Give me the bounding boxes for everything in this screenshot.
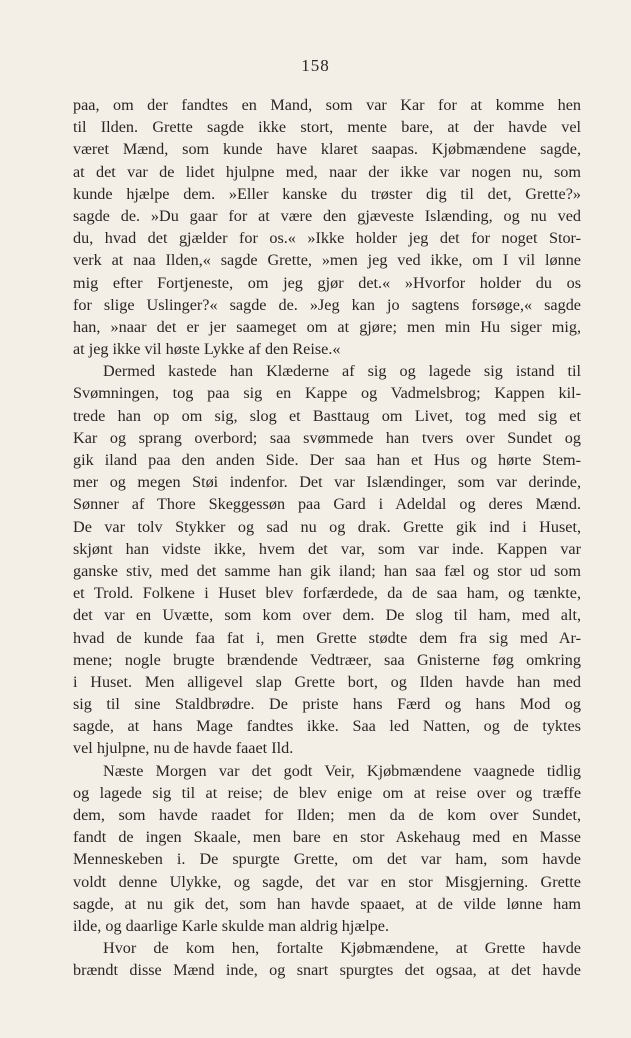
text-line: Sønner af Thore Skeggessøn paa Gard i Adeldal og deres Mænd.: [73, 495, 581, 514]
text-line: et Trold. Folkene i Huset blev forfærdede, da de saa ham, og tænkte,: [73, 584, 581, 603]
text-line: verk at naa Ilden,« sagde Grette, »men jeg ved ikke, om I vil lønne: [73, 251, 581, 270]
text-line: at det var de lidet hjulpne med, naar der ikke var nogen nu, som: [73, 162, 581, 181]
text-line: været Mænd, som kunde have klaret saapas. Kjøbmændene sagde,: [73, 140, 581, 159]
text-line: Dermed kastede han Klæderne af sig og lagede sig istand til: [103, 362, 581, 381]
text-line: paa, om der fandtes en Mand, som var Kar for at komme hen: [73, 96, 581, 114]
text-line: det var en Uvætte, som kom over dem. De slog til ham, med alt,: [73, 606, 581, 625]
page-text: [73, 94, 581, 982]
text-line: mig efter Fortjeneste, om jeg gjør det.« »Hvorfor holder du os: [73, 273, 581, 292]
text-line: De var tolv Stykker og sad nu og drak. Grette gik ind i Huset,: [73, 517, 581, 536]
text-line: dem, som havde raadet for Ilden; men da de kom over Sundet,: [73, 806, 581, 824]
text-line: skjønt han vidste ikke, hvem det var, som var inde. Kappen var: [73, 539, 581, 558]
text-line: sagde, at nu gik det, som han havde spaaet, at de vilde lønne ham: [73, 894, 581, 913]
text-line: Menneskeben i. De spurgte Grette, om det var ham, som havde: [73, 850, 581, 869]
text-line: ganske stiv, med det samme han gik iland; han saa fæl og stor ud som: [73, 561, 581, 580]
text-line: hvad de kunde faa fat i, men Grette stødte dem fra sig med Ar-: [73, 628, 581, 647]
text-line: og lagede sig til at reise; de blev enige om at reise over og træffe: [73, 783, 581, 802]
text-line: mer og megen Støi indenfor. Det var Islændinger, som var derinde,: [73, 473, 581, 492]
text-line: at jeg ikke vil høste Lykke af den Reise.«: [73, 340, 341, 359]
text-line: Hvor de kom hen, fortalte Kjøbmændene, at Grette havde: [103, 939, 581, 958]
text-line: trede han op om sig, slog et Basttaug om Livet, tog med sig et: [73, 406, 581, 425]
text-line: gik iland paa den anden Side. Der saa han et Hus og hørte Stem-: [73, 451, 581, 469]
text-line: sig til sine Staldbrødre. De priste hans Færd og hans Mod og: [73, 695, 581, 714]
text-line: Næste Morgen var det godt Veir, Kjøbmændene vaagnede tidlig: [103, 761, 581, 780]
text-line: du, hvad det gjælder for os.« »Ikke holder jeg det for noget Stor-: [73, 229, 581, 248]
text-line: Svømningen, tog paa sig en Kappe og Vadmelsbrog; Kappen kil-: [73, 384, 581, 403]
text-line: fandt de ingen Skaale, men bare en stor Askehaug med en Masse: [73, 828, 581, 847]
text-line: vel hjulpne, nu de havde faaet Ild.: [73, 739, 294, 758]
text-line: kunde hjælpe dem. »Eller kanske du trøster dig til det, Grette?»: [73, 184, 581, 203]
text-line: Kar og sprang overbord; saa svømmede han tvers over Sundet og: [73, 428, 581, 447]
text-line: i Huset. Men alligevel slap Grette bort, og Ilden havde han med: [73, 672, 581, 691]
text-line: ilde, og daarlige Karle skulde man aldrig hjælpe.: [73, 916, 390, 935]
text-line: for slige Uslinger?« sagde de. »Jeg kan jo sagtens forsøge,« sagde: [73, 295, 581, 314]
text-line: sagde, at hans Mage fandtes ikke. Saa led Natten, og de tyktes: [73, 717, 581, 736]
text-line: til Ilden. Grette sagde ikke stort, mente bare, at der havde vel: [73, 118, 581, 137]
page-number: 158: [301, 56, 330, 75]
text-line: sagde de. »Du gaar for at være den gjæveste Islænding, og nu ved: [73, 206, 581, 225]
text-line: voldt denne Ulykke, og sagde, det var en stor Misgjerning. Grette: [73, 872, 581, 891]
text-line: mene; nogle brugte brændende Vedtræer, saa Gnisterne føg omkring: [73, 650, 581, 669]
text-line: brændt disse Mænd inde, og snart spurgtes det ogsaa, at det havde: [73, 961, 581, 980]
text-line: han, »naar det er jer saameget om at gjøre; men min Hu siger mig,: [73, 317, 581, 336]
